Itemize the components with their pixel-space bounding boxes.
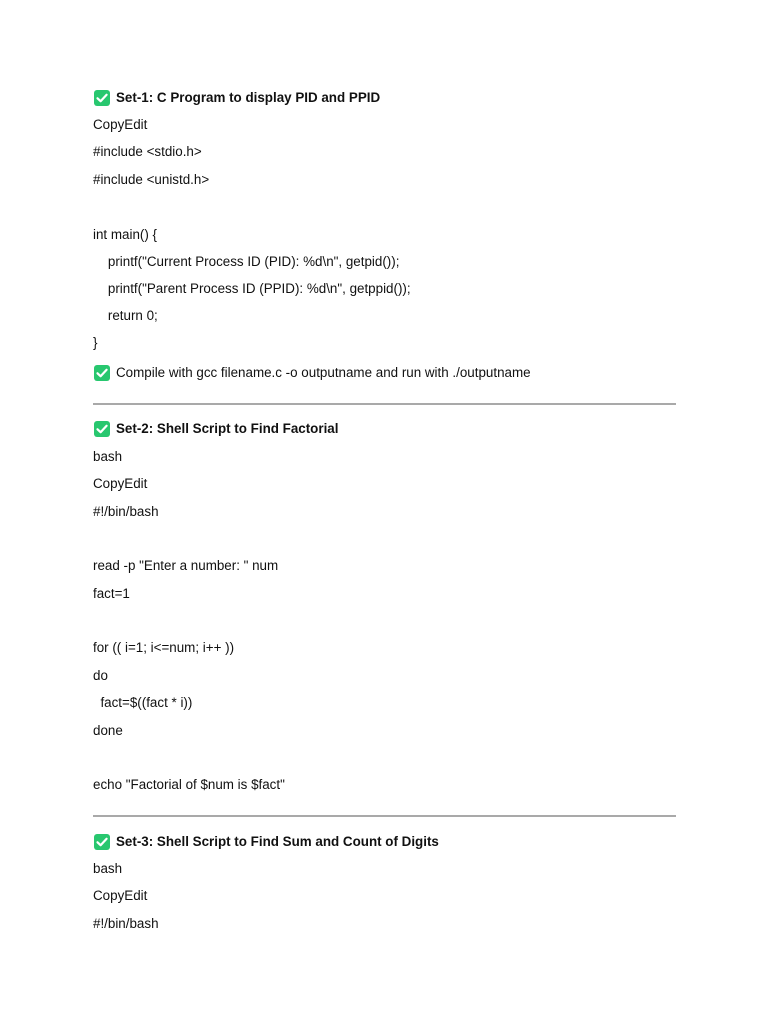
code-line: do <box>93 668 108 683</box>
code-line: int main() { <box>93 227 157 242</box>
code-line: fact=$((fact * i)) <box>93 695 193 710</box>
check-box-icon <box>94 421 110 437</box>
code-line: #include <unistd.h> <box>93 172 210 187</box>
compile-note: Compile with gcc filename.c -o outputname and run with ./outputname <box>116 365 531 380</box>
code-line: echo "Factorial of $num is $fact" <box>93 777 285 792</box>
code-line: fact=1 <box>93 586 130 601</box>
code-line: printf("Parent Process ID (PPID): %d\n", getppid()); <box>93 281 411 296</box>
code-line: bash <box>93 449 123 464</box>
section-divider <box>93 403 676 405</box>
code-line: #!/bin/bash <box>93 916 159 931</box>
code-line: printf("Current Process ID (PID): %d\n", getpid()); <box>93 254 400 269</box>
code-line: #include <stdio.h> <box>93 144 202 159</box>
section-divider <box>93 815 676 817</box>
check-box-icon <box>94 90 110 106</box>
code-line: for (( i=1; i<=num; i++ )) <box>93 640 235 655</box>
code-line: #!/bin/bash <box>93 504 159 519</box>
check-box-icon <box>94 365 110 381</box>
section-heading: Set-3: Shell Script to Find Sum and Count of Digits <box>116 834 439 849</box>
code-line: CopyEdit <box>93 117 148 132</box>
section-heading: Set-2: Shell Script to Find Factorial <box>116 421 339 436</box>
code-line: read -p "Enter a number: " num <box>93 558 279 573</box>
code-line: } <box>93 335 98 350</box>
code-line: bash <box>93 861 123 876</box>
code-line: CopyEdit <box>93 476 148 491</box>
code-line: return 0; <box>93 308 158 323</box>
section-heading: Set-1: C Program to display PID and PPID <box>116 90 381 105</box>
code-line: done <box>93 723 123 738</box>
code-line: CopyEdit <box>93 888 148 903</box>
check-box-icon <box>94 834 110 850</box>
